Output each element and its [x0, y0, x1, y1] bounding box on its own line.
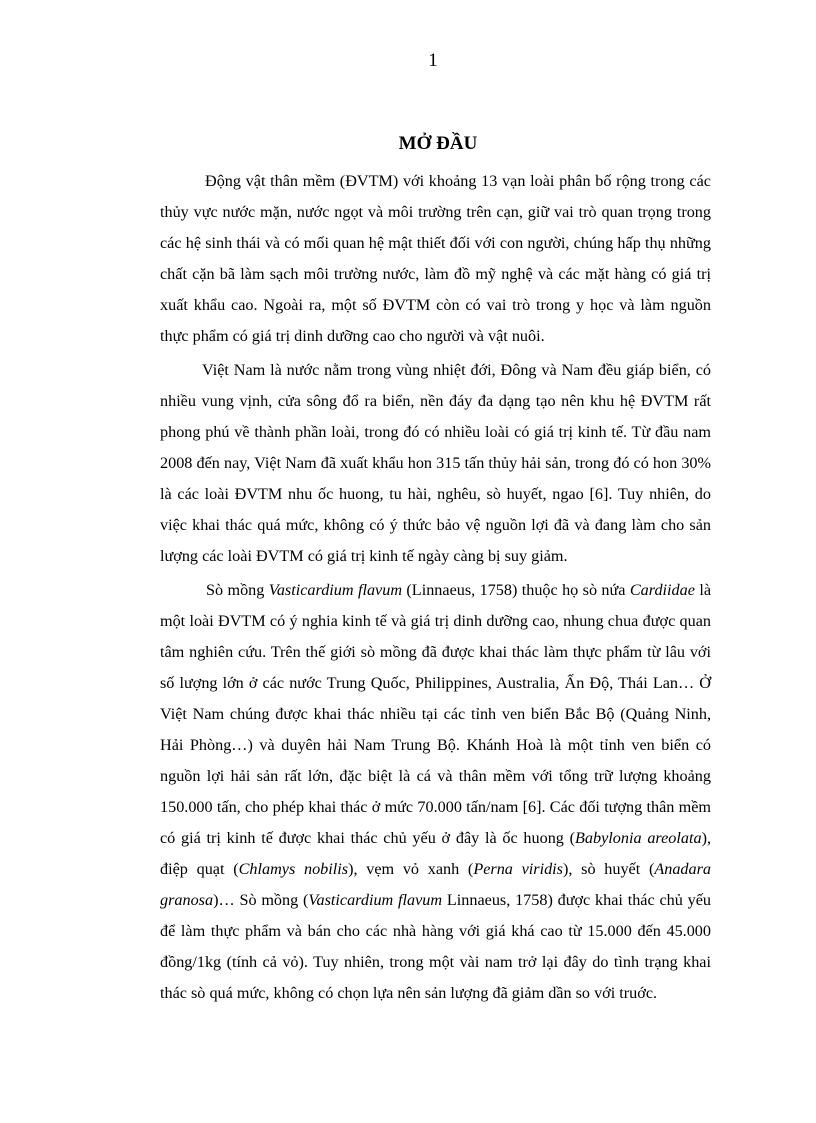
- body-text: [160, 166, 711, 1009]
- species-name: Chlamys nobilis: [238, 860, 349, 878]
- text-run: Sò mồng: [206, 581, 269, 599]
- species-name: Babylonia areolata: [575, 829, 702, 847]
- page-number: 1: [428, 50, 438, 71]
- family-name: Cardiidae: [629, 581, 695, 599]
- text-run: ), vẹm vỏ xanh (: [348, 860, 474, 878]
- species-name: Vasticardium flavum: [268, 581, 403, 599]
- text-run: là một loài ĐVTM có ý nghia kinh tế và giá trị dinh dưỡng cao, nhung chua được quan tâm nghiên cứu. Trên thế giới sò mồng đã được khai thác làm thực phẩm từ lâu với số lượng lớn ở các nước Trung Quốc, Philippines, Australia, Ấn Độ, Thái Lan… Ở Việt Nam chúng được khai thác nhiều tại các tỉnh ven biển Bắc Bộ (Quảng Ninh, Hải Phòng…) và duyên hải Nam Trung Bộ. Khánh Hoà là một tỉnh ven biển có nguồn lợi hải sản rất lớn, đặc biệt là cá và thân mềm với tổng trữ lượng khoảng 150.000 tấn, cho phép khai thác ở mức 70.000 tấn/nam [6]. Các đối tượng thân mềm có giá trị kinh tế được khai thác chủ yếu ở đây là ốc huong (: [160, 581, 712, 847]
- species-name: Vasticardium flavum: [308, 891, 443, 909]
- paragraph-1: Động vật thân mềm (ĐVTM) với khoảng 13 vạn loài phân bố rộng trong các thủy vực nước mặn, nước ngọt và môi trường trên cạn, giữ vai trò quan trọng trong các hệ sinh thái và có mối quan hệ mật thiết đối với con người, chúng hấp thụ những chất cặn bã làm sạch môi trường nước, làm đồ mỹ nghệ và các mặt hàng có giá trị xuất khẩu cao. Ngoài ra, một số ĐVTM còn có vai trò trong y học và làm nguồn thực phẩm có giá trị dinh dưỡng cao cho người và vật nuôi.: [160, 172, 711, 345]
- text-run: (Linnaeus, 1758) thuộc họ sò nứa: [402, 581, 630, 599]
- paragraph-2: Việt Nam là nước nằm trong vùng nhiệt đới, Đông và Nam đều giáp biển, có nhiều vung vịnh, cửa sông đổ ra biển, nền đáy đa dạng tạo nên khu hệ ĐVTM rất phong phú về thành phần loài, trong đó có nhiều loài có giá trị kinh tế. Từ đầu nam 2008 đến nay, Việt Nam đã xuất khẩu hon 315 tấn thủy hải sản, trong đó có hon 30% là các loài ĐVTM nhu ốc huong, tu hài, nghêu, sò huyết, ngao [6]. Tuy nhiên, do việc khai thác quá mức, không có ý thức bảo vệ nguồn lợi đã và đang làm cho sản lượng các loài ĐVTM có giá trị kinh tế ngày càng bị suy giảm.: [160, 361, 711, 565]
- section-title: MỞ ĐẦU: [398, 133, 478, 154]
- species-name: Perna viridis: [473, 860, 563, 878]
- paragraph-3: [160, 575, 711, 1009]
- text-run: ), điệp quạt (: [160, 829, 712, 878]
- text-run: )… Sò mồng (: [213, 891, 309, 909]
- text-run: ), sò huyết (: [562, 860, 655, 878]
- species-name: Anadara granosa: [160, 860, 712, 909]
- text-run: Linnaeus, 1758) được khai thác chủ yếu để làm thực phẩm và bán cho các nhà hàng với giá khá cao từ 15.000 đến 45.000 đồng/1kg (tính cả vỏ). Tuy nhiên, trong một vài nam trở lại đây do tình trạng khai thác sò quá mức, không có chọn lựa nên sản lượng đã giảm dần so với truớc.: [160, 891, 711, 1002]
